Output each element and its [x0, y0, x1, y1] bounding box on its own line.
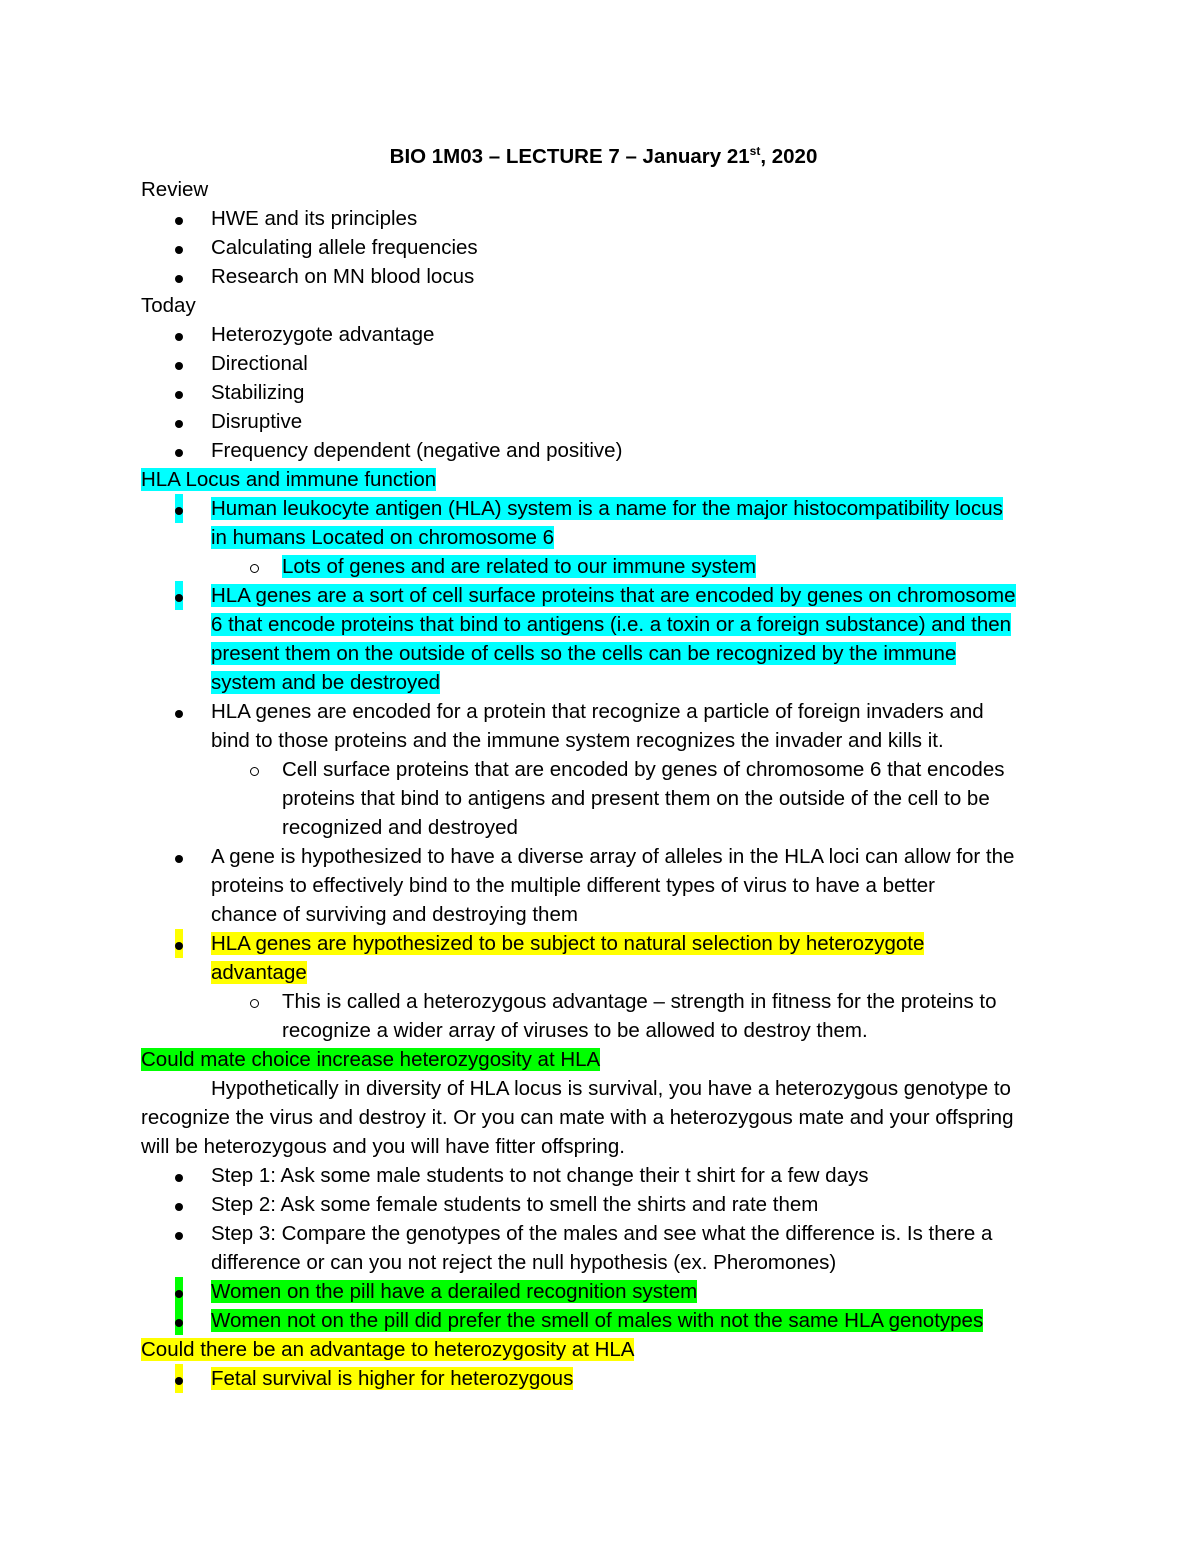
sub-list-item: Cell surface proteins that are encoded by genes of chromosome 6 that encodes [141, 755, 1066, 784]
list-item: Calculating allele frequencies [141, 233, 1066, 262]
bullet-icon [175, 320, 183, 349]
bullet-icon [175, 1161, 183, 1190]
title-year: , 2020 [760, 145, 818, 168]
list-item: Step 2: Ask some female students to smell the shirts and rate them [141, 1190, 1066, 1219]
bullet-icon [175, 378, 183, 407]
list-item: HWE and its principles [141, 204, 1066, 233]
list-item: Step 1: Ask some male students to not change their t shirt for a few days [141, 1161, 1066, 1190]
list-item-continuation: advantage [211, 961, 307, 984]
bullet-icon [175, 1219, 183, 1248]
bullet-icon [175, 1306, 183, 1335]
list-item: Women not on the pill did prefer the smell of males with not the same HLA genotypes [141, 1306, 1066, 1335]
list-item: Frequency dependent (negative and positive) [141, 436, 1066, 465]
list-item: Human leukocyte antigen (HLA) system is a name for the major histocompatibility locus [141, 494, 1066, 523]
lecture-notes [141, 142, 1066, 1393]
review-heading: Review [141, 178, 209, 201]
circle-bullet-icon [250, 755, 259, 784]
list-item-continuation: proteins to effectively bind to the multiple different types of virus to have a better [211, 874, 935, 897]
circle-bullet-icon [250, 552, 259, 581]
hla-heading: HLA Locus and immune function [141, 468, 437, 491]
today-heading: Today [141, 294, 196, 317]
bullet-icon [175, 1277, 183, 1306]
list-item-continuation: bind to those proteins and the immune system recognizes the invader and kills it. [211, 729, 944, 752]
title-text: BIO 1M03 – LECTURE 7 – January 21 [389, 145, 750, 168]
list-item: Step 3: Compare the genotypes of the males and see what the difference is. Is there a [141, 1219, 1066, 1248]
bullet-icon [175, 436, 183, 465]
list-item-continuation: 6 that encode proteins that bind to antigens (i.e. a toxin or a foreign substance) and then [211, 613, 1012, 636]
page-title [141, 142, 1066, 171]
sub-list-item-continuation: recognize a wider array of viruses to be allowed to destroy them. [282, 1019, 868, 1042]
sub-list-item: This is called a heterozygous advantage – strength in fitness for the proteins to [141, 987, 1066, 1016]
sub-list-item-continuation: recognized and destroyed [282, 816, 518, 839]
list-item-continuation: difference or can you not reject the null hypothesis (ex. Pheromones) [211, 1251, 837, 1274]
list-item: Directional [141, 349, 1066, 378]
list-item: Women on the pill have a derailed recognition system [141, 1277, 1066, 1306]
mate-choice-heading: Could mate choice increase heterozygosity at HLA [141, 1048, 601, 1071]
list-item: Fetal survival is higher for heterozygous [141, 1364, 1066, 1393]
list-item-continuation: present them on the outside of cells so the cells can be recognized by the immune [211, 642, 957, 665]
sub-list-item: Lots of genes and are related to our immune system [141, 552, 1066, 581]
list-item-continuation: system and be destroyed [211, 671, 441, 694]
paragraph-line: recognize the virus and destroy it. Or you can mate with a heterozygous mate and your offspring [141, 1106, 1014, 1129]
list-item: HLA genes are a sort of cell surface proteins that are encoded by genes on chromosome [141, 581, 1066, 610]
bullet-icon [175, 204, 183, 233]
list-item: Research on MN blood locus [141, 262, 1066, 291]
bullet-icon [175, 581, 183, 610]
bullet-icon [175, 407, 183, 436]
bullet-icon [175, 1364, 183, 1393]
sub-list-item-continuation: proteins that bind to antigens and present them on the outside of the cell to be [282, 787, 990, 810]
bullet-icon [175, 842, 183, 871]
bullet-icon [175, 233, 183, 262]
bullet-icon [175, 697, 183, 726]
circle-bullet-icon [250, 987, 259, 1016]
bullet-icon [175, 349, 183, 378]
bullet-icon [175, 262, 183, 291]
title-superscript: st [749, 144, 761, 159]
paragraph-line: Hypothetically in diversity of HLA locus is survival, you have a heterozygous genotype to [211, 1077, 1011, 1100]
advantage-heading: Could there be an advantage to heterozygosity at HLA [141, 1338, 635, 1361]
list-item: HLA genes are hypothesized to be subject to natural selection by heterozygote [141, 929, 1066, 958]
list-item: Disruptive [141, 407, 1066, 436]
list-item: A gene is hypothesized to have a diverse array of alleles in the HLA loci can allow for the [141, 842, 1066, 871]
list-item: Heterozygote advantage [141, 320, 1066, 349]
list-item: Stabilizing [141, 378, 1066, 407]
bullet-icon [175, 494, 183, 523]
list-item: HLA genes are encoded for a protein that recognize a particle of foreign invaders and [141, 697, 1066, 726]
list-item-continuation: chance of surviving and destroying them [211, 903, 578, 926]
list-item-continuation: in humans Located on chromosome 6 [211, 526, 555, 549]
bullet-icon [175, 1190, 183, 1219]
paragraph-line: will be heterozygous and you will have fitter offspring. [141, 1135, 625, 1158]
bullet-icon [175, 929, 183, 958]
